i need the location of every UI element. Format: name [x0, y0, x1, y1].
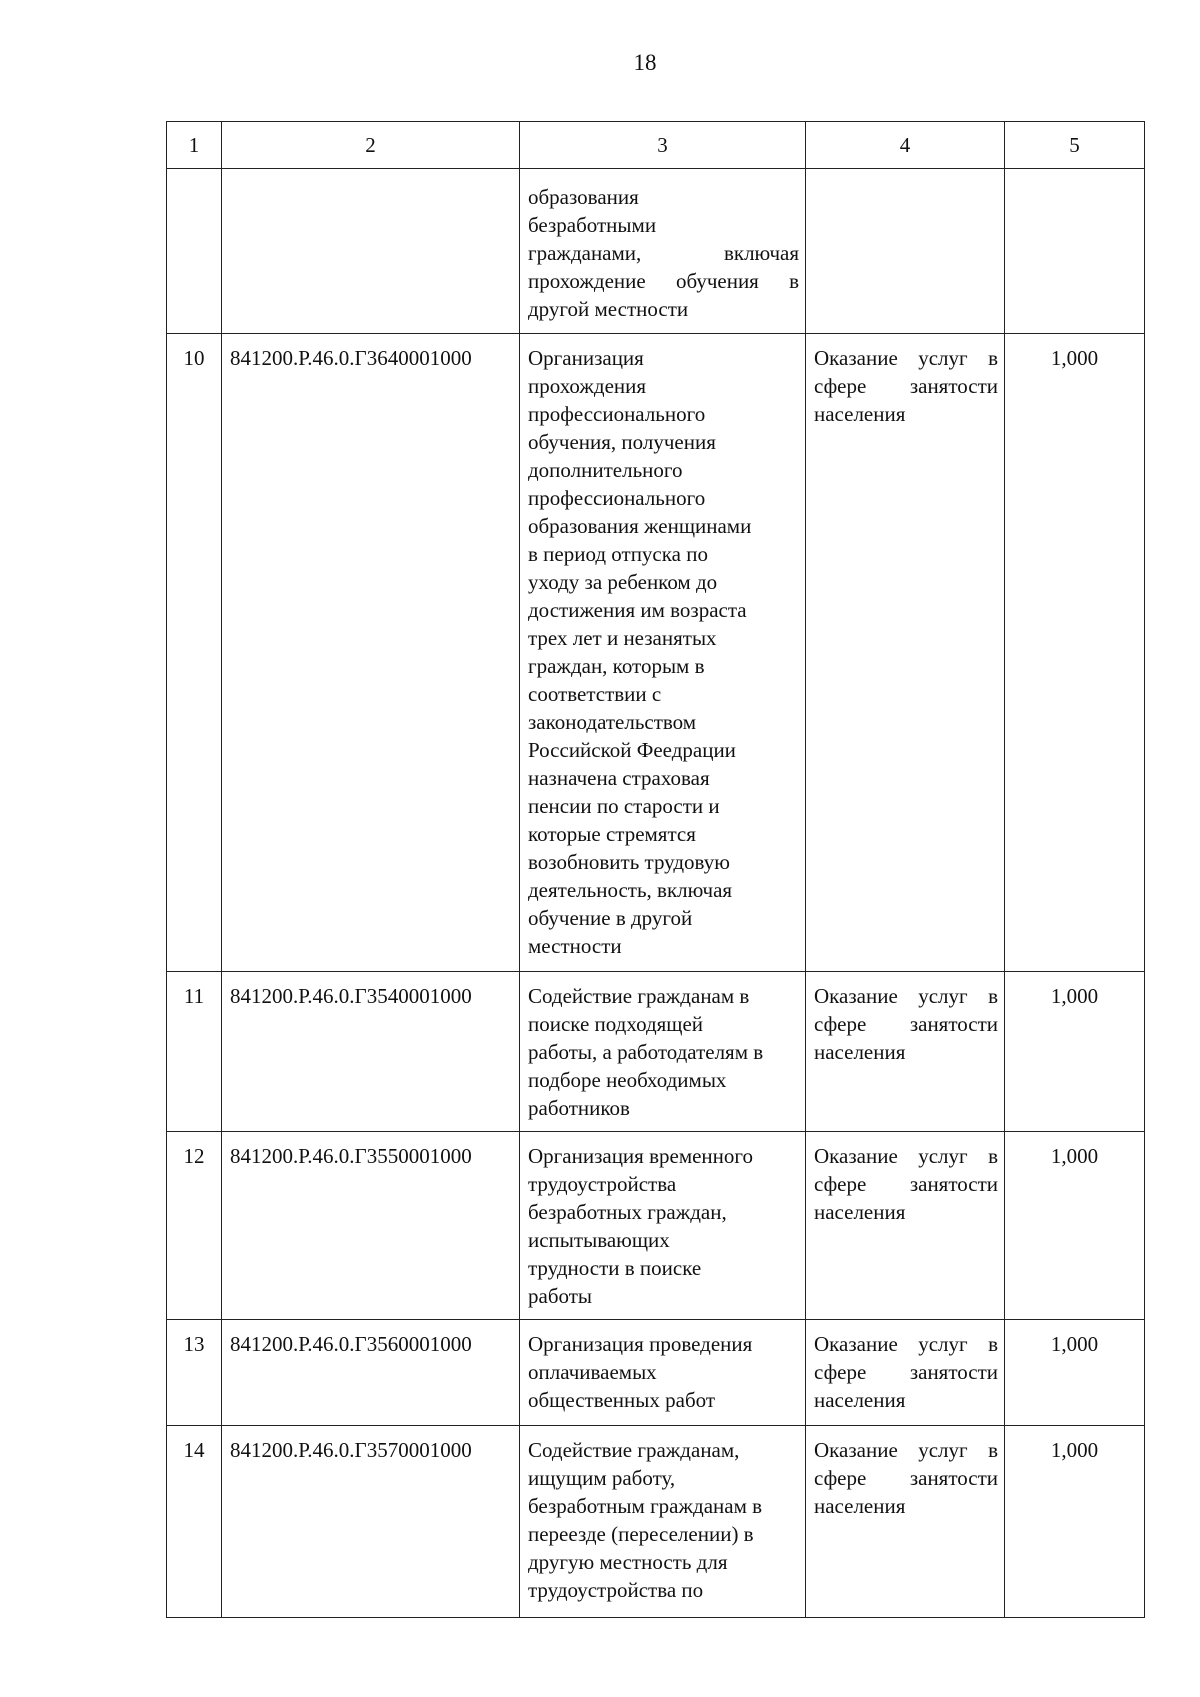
page-number: 18 — [633, 50, 657, 75]
description-line: которые стремятся — [528, 822, 696, 846]
service-category-cell — [806, 1320, 1005, 1426]
registry-code-cell — [222, 169, 520, 334]
services-table — [166, 121, 1145, 1618]
description-line: граждан, которым в — [528, 654, 705, 678]
description-line: ищущим работу, — [528, 1466, 676, 1490]
column-header-5: 5 — [1005, 122, 1145, 169]
description-line: пенсии по старости и — [528, 794, 720, 818]
description-line: другой местности — [528, 297, 689, 321]
service-category-cell — [806, 334, 1005, 972]
service-line: сфере занятости — [814, 1172, 998, 1196]
service-line: Оказание услуг в — [814, 984, 998, 1008]
row-number-cell: 14 — [167, 1426, 222, 1618]
service-line: сфере занятости — [814, 374, 998, 398]
description-line: образования женщинами — [528, 514, 752, 538]
row-number-cell: 13 — [167, 1320, 222, 1426]
row-number-cell — [167, 169, 222, 334]
service-line: населения — [814, 402, 906, 426]
service-line: Оказание услуг в — [814, 1438, 998, 1462]
description-line: прохождения — [528, 374, 647, 398]
value-cell — [1005, 169, 1145, 334]
description-line: работников — [528, 1096, 630, 1120]
value-cell: 1,000 — [1005, 1320, 1145, 1426]
service-line: сфере занятости — [814, 1466, 998, 1490]
value-cell: 1,000 — [1005, 1132, 1145, 1320]
description-line: местности — [528, 934, 622, 958]
table-row-continuation — [167, 169, 1145, 334]
description-line: достижения им возраста — [528, 598, 747, 622]
table-row — [167, 1320, 1145, 1426]
row-number-cell: 12 — [167, 1132, 222, 1320]
description-line: Организация временного — [528, 1144, 753, 1168]
service-category-cell — [806, 972, 1005, 1132]
description-line: гражданами, включая — [528, 241, 799, 265]
service-line: населения — [814, 1494, 906, 1518]
description-line: поиске подходящей — [528, 1012, 704, 1036]
description-line: Содействие гражданам, — [528, 1438, 740, 1462]
table-header-row — [167, 122, 1145, 169]
service-category-cell — [806, 1132, 1005, 1320]
table-row — [167, 972, 1145, 1132]
description-line: безработными — [528, 213, 657, 237]
description-line: трудоустройства по — [528, 1578, 704, 1602]
description-line: работы, а работодателям в — [528, 1040, 764, 1064]
description-line: назначена страховая — [528, 766, 710, 790]
description-line: деятельность, включая — [528, 878, 733, 902]
service-line: Оказание услуг в — [814, 346, 998, 370]
service-line: населения — [814, 1200, 906, 1224]
description-line: подборе необходимых — [528, 1068, 727, 1092]
description-line: обучения, получения — [528, 430, 716, 454]
service-line: Оказание услуг в — [814, 1332, 998, 1356]
description-line: оплачиваемых — [528, 1360, 657, 1384]
description-line: профессионального — [528, 402, 706, 426]
description-line: профессионального — [528, 486, 706, 510]
description-line: переезде (переселении) в — [528, 1522, 754, 1546]
column-header-2: 2 — [222, 122, 520, 169]
description-line: уходу за ребенком до — [528, 570, 718, 594]
service-line: сфере занятости — [814, 1360, 998, 1384]
registry-code-cell: 841200.Р.46.0.Г3560001000 — [222, 1320, 520, 1426]
row-number-cell: 10 — [167, 334, 222, 972]
service-description-cell — [520, 334, 806, 972]
description-line: в период отпуска по — [528, 542, 708, 566]
service-line: Оказание услуг в — [814, 1144, 998, 1168]
description-line: законодательством — [528, 710, 697, 734]
column-header-4: 4 — [806, 122, 1005, 169]
description-line: прохождение обучения в — [528, 269, 799, 293]
description-line: трудности в поиске — [528, 1256, 702, 1280]
service-category-cell — [806, 169, 1005, 334]
service-description-cell — [520, 972, 806, 1132]
description-line: Организация проведения — [528, 1332, 753, 1356]
service-description-cell — [520, 1426, 806, 1618]
description-line: общественных работ — [528, 1388, 716, 1412]
description-line: работы — [528, 1284, 593, 1308]
registry-code-cell: 841200.Р.46.0.Г3640001000 — [222, 334, 520, 972]
description-line: другую местность для — [528, 1550, 728, 1574]
column-header-1: 1 — [167, 122, 222, 169]
service-category-cell — [806, 1426, 1005, 1618]
value-cell: 1,000 — [1005, 334, 1145, 972]
service-description-cell — [520, 1320, 806, 1426]
table-row — [167, 334, 1145, 972]
description-line: испытывающих — [528, 1228, 670, 1252]
description-line: Российской Феедрации — [528, 738, 736, 762]
registry-code-cell: 841200.Р.46.0.Г3570001000 — [222, 1426, 520, 1618]
service-description-cell — [520, 169, 806, 334]
value-cell: 1,000 — [1005, 1426, 1145, 1618]
table-row — [167, 1426, 1145, 1618]
description-line: безработных граждан, — [528, 1200, 727, 1224]
description-line: безработным гражданам в — [528, 1494, 763, 1518]
description-line: дополнительного — [528, 458, 683, 482]
description-line: Организация — [528, 346, 644, 370]
description-line: трудоустройства — [528, 1172, 677, 1196]
table-row — [167, 1132, 1145, 1320]
service-description-cell — [520, 1132, 806, 1320]
description-line: соответствии с — [528, 682, 662, 706]
description-line: возобновить трудовую — [528, 850, 730, 874]
description-line: образования — [528, 185, 639, 209]
value-cell: 1,000 — [1005, 972, 1145, 1132]
registry-code-cell: 841200.Р.46.0.Г3540001000 — [222, 972, 520, 1132]
description-line: трех лет и незанятых — [528, 626, 717, 650]
service-line: населения — [814, 1388, 906, 1412]
service-line: населения — [814, 1040, 906, 1064]
description-line: обучение в другой — [528, 906, 693, 930]
service-line: сфере занятости — [814, 1012, 998, 1036]
row-number-cell: 11 — [167, 972, 222, 1132]
column-header-3: 3 — [520, 122, 806, 169]
description-line: Содействие гражданам в — [528, 984, 750, 1008]
registry-code-cell: 841200.Р.46.0.Г3550001000 — [222, 1132, 520, 1320]
